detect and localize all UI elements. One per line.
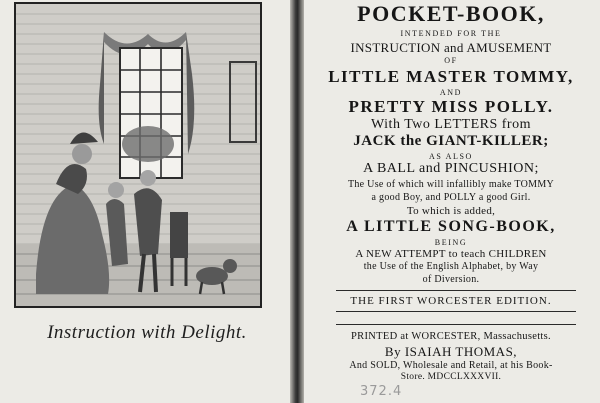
title-line-14: To which is added, [406,205,496,217]
frontispiece-engraving [14,2,262,308]
title-line-18: the Use of the English Alphabet, by Way [363,261,539,272]
imprint-line-1: PRINTED at WORCESTER, Massachusetts. [351,331,551,342]
engraving-illustration [16,4,260,306]
title-line-8: With Two LETTERS from [371,117,531,132]
edition-statement: THE FIRST WORCESTER EDITION. [350,295,552,307]
title-line-12: The Use of which will infallibly make TOMMY [347,179,555,190]
edition-rule-bottom [336,311,576,312]
edition-rule-top [336,290,576,291]
title-line-16: BEING [434,238,468,247]
title-line-15: A LITTLE SONG-BOOK, [346,218,556,235]
title-line-10: AS ALSO [429,152,473,161]
title-line-19: of Diversion. [422,274,480,285]
title-line-9: JACK the GIANT-KILLER; [353,133,549,149]
title-line-2: INTENDED FOR THE [400,29,502,38]
imprint-rule [336,324,576,325]
title-line-5: LITTLE MASTER TOMMY, [328,67,574,86]
title-line-7: PRETTY MISS POLLY. [348,97,554,116]
title-line-3: INSTRUCTION and AMUSEMENT [350,40,552,55]
shelf-mark: 372.4 [360,384,403,399]
title-line-4: OF [444,56,458,65]
imprint-line-3: And SOLD, Wholesale and Retail, at his Book- [349,360,553,371]
title-line-11: A BALL and PINCUSHION; [363,161,539,176]
frontispiece-caption: Instruction with Delight. [47,322,247,343]
imprint-line-4: Store. MDCCLXXXVII. [400,372,502,382]
title-line-6: AND [439,88,463,97]
title-line-13: a good Boy, and POLLY a good Girl. [371,192,531,203]
title-line-17: A NEW ATTEMPT to teach CHILDREN [355,248,547,260]
imprint-line-2: By ISAIAH THOMAS, [384,344,518,359]
title-line-1: POCKET-BOOK, [357,1,545,26]
